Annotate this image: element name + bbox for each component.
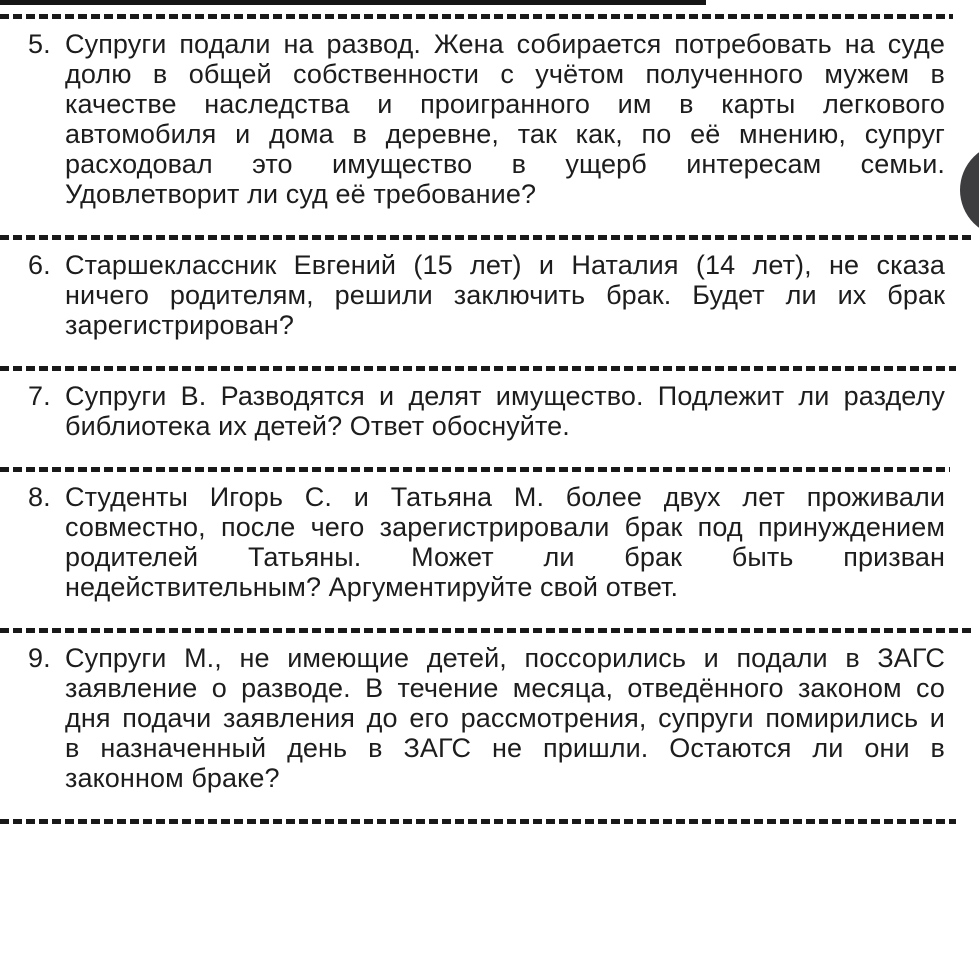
question-text	[65, 29, 945, 209]
question-line: Супруги В. Разводятся и делят имущество. Подлежит ли разделу	[65, 381, 945, 411]
dashed-separator	[0, 819, 956, 824]
dashed-separator	[0, 366, 956, 371]
question-line: долю в общей собственности с учётом полученного мужем в	[65, 59, 945, 89]
question-line: расходовал это имущество в ущерб интересам семьи.	[65, 149, 945, 179]
question-line: совместно, после чего зарегистрировали брак под принуждением	[65, 512, 945, 542]
question-line: недействительным? Аргументируйте свой ответ.	[65, 572, 679, 602]
question-line: дня подачи заявления до его рассмотрения, супруги помирились и	[65, 703, 945, 733]
question-line: Студенты Игорь С. и Татьяна М. более двух лет проживали	[65, 482, 945, 512]
dashed-separator	[0, 467, 950, 472]
question-line: заявление о разводе. В течение месяца, отведённого законом со	[65, 673, 945, 703]
question-item	[0, 482, 979, 602]
question-item	[0, 29, 979, 209]
question-number: 8.	[28, 482, 51, 512]
question-item	[0, 250, 979, 340]
question-text	[65, 482, 945, 602]
question-line: библиотека их детей? Ответ обоснуйте.	[65, 411, 570, 441]
question-line: зарегистрирован?	[65, 310, 294, 340]
question-number: 5.	[28, 29, 51, 59]
question-text	[65, 250, 945, 340]
question-line: качестве наследства и проигранного им в карты легкового	[65, 89, 945, 119]
question-item	[0, 643, 979, 793]
question-text	[65, 381, 945, 441]
dashed-separator	[0, 14, 953, 19]
question-line: Супруги подали на развод. Жена собирается потребовать на суде	[65, 29, 945, 59]
question-line: автомобиля и дома в деревне, так как, по её мнению, супруг	[65, 119, 945, 149]
question-number: 6.	[28, 250, 51, 280]
dashed-separator	[0, 235, 975, 240]
question-number: 7.	[28, 381, 51, 411]
question-item	[0, 381, 979, 441]
questions-list	[0, 14, 979, 824]
question-line: в назначенный день в ЗАГС не пришли. Остаются ли они в	[65, 733, 945, 763]
question-line: Супруги М., не имеющие детей, поссорились и подали в ЗАГС	[65, 643, 945, 673]
question-line: Удовлетворит ли суд её требование?	[65, 179, 537, 209]
question-line: родителей Татьяны. Может ли брак быть призван	[65, 542, 945, 572]
question-line: законном браке?	[65, 763, 280, 793]
question-number: 9.	[28, 643, 51, 673]
question-line: Старшеклассник Евгений (15 лет) и Наталия (14 лет), не сказа	[65, 250, 945, 280]
top-edge-artifact-line	[0, 0, 706, 5]
question-text	[65, 643, 945, 793]
question-line: ничего родителям, решили заключить брак. Будет ли их брак	[65, 280, 945, 310]
dashed-separator	[0, 628, 975, 633]
